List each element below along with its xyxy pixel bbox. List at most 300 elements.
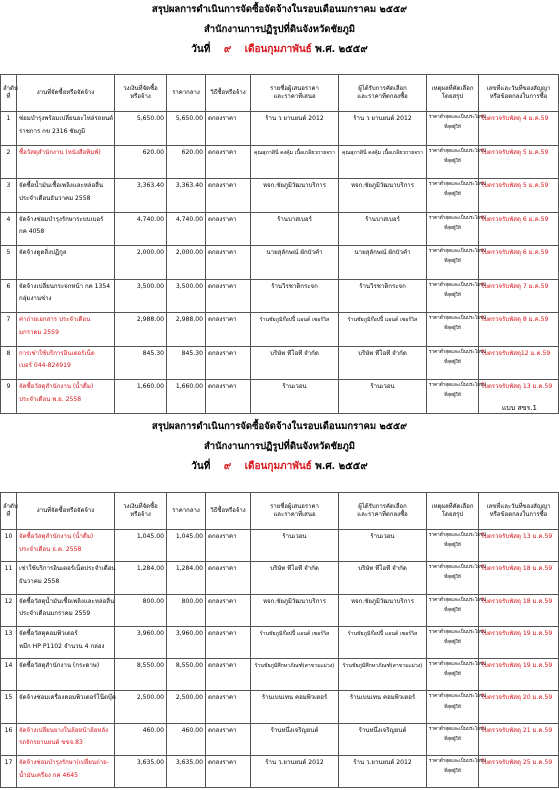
table-cell bbox=[251, 562, 339, 594]
reason-line-2: ที่สุดผู้ให้ bbox=[444, 259, 461, 265]
bidder-name: หจก.ชัยภูมิวัฒนาบริการ bbox=[263, 597, 326, 605]
winner-name: ร้านเวอน bbox=[370, 383, 395, 390]
item-line-1: จัดจ้างดูดสิ่งปฏิกูล bbox=[19, 249, 67, 256]
table-cell bbox=[115, 562, 167, 594]
row-number: 5 bbox=[6, 249, 11, 256]
row-number: 14 bbox=[4, 662, 13, 670]
winner-name: ร้านหนึ่งเจริญยนต์ bbox=[358, 726, 407, 734]
reason-line-1: ราคาต่ำสุดและเป็นประโยชน์ bbox=[429, 662, 487, 668]
table-cell bbox=[1, 723, 17, 755]
col-contract: เลขที่และวันที่ของสัญญา หรือข้อตกลงในการซื้อ bbox=[479, 493, 559, 530]
table-cell bbox=[115, 212, 167, 246]
table-row bbox=[1, 723, 559, 755]
winner-name: นายสุลักษณ์ ผักบัวคำ bbox=[354, 249, 411, 256]
table-cell bbox=[251, 145, 339, 179]
table-cell bbox=[206, 380, 251, 414]
date-prefix-2: วันที่ bbox=[191, 461, 211, 472]
method-value: ตกลงราคา bbox=[208, 565, 237, 573]
winner-name: หจก.ชัยภูมิวัฒนาบริการ bbox=[351, 182, 414, 189]
reason-line-1: ราคาต่ำสุดและเป็นประโยชน์ bbox=[429, 726, 487, 732]
table-cell bbox=[251, 112, 339, 146]
winner-name: ร้านวิรชาติกระจก bbox=[359, 282, 406, 290]
table-row bbox=[1, 179, 559, 213]
table-cell bbox=[206, 530, 251, 562]
table-cell bbox=[115, 659, 167, 691]
procurement-table-2 bbox=[0, 492, 559, 788]
bidder-name: ร้านเวอน bbox=[282, 383, 307, 390]
table-cell bbox=[115, 179, 167, 213]
contract-ref: ใบตรวจรับพัสดุ 19 ม.ค.59 bbox=[481, 629, 553, 637]
table-cell bbox=[206, 145, 251, 179]
table-cell bbox=[479, 346, 559, 380]
contract-ref: ใบตรวจรับพัสดุ 13 ม.ค.59 bbox=[481, 533, 553, 540]
table-row bbox=[1, 530, 559, 562]
item-line-2: กค 4058 bbox=[19, 228, 45, 236]
method-value: ตกลงราคา bbox=[208, 533, 237, 540]
bidder-name: ร้านวิรชาติกระจก bbox=[271, 282, 318, 290]
table-cell bbox=[167, 212, 206, 246]
contract-ref: ใบตรวจรับพัสดุ12 ม.ค.59 bbox=[481, 349, 551, 357]
table-cell bbox=[479, 246, 559, 280]
median-price: 4,740.00 bbox=[175, 215, 203, 223]
col-reason: เหตุผลที่คัดเลือก โดยสรุป bbox=[427, 493, 479, 530]
table-row bbox=[1, 562, 559, 594]
budget-value: 2,000.00 bbox=[136, 249, 164, 256]
contract-ref: ใบตรวจรับพัสดุ 5 ม.ค.59 bbox=[481, 182, 549, 189]
median-price: 3,960.00 bbox=[175, 629, 203, 637]
table-cell bbox=[1, 279, 17, 313]
budget-value: 800.00 bbox=[142, 597, 164, 605]
table-cell bbox=[339, 626, 427, 658]
table-cell bbox=[17, 346, 115, 380]
table-cell bbox=[427, 659, 487, 691]
contract-ref: ใบตรวจรับพัสดุ 13 ม.ค.59 bbox=[481, 383, 553, 390]
table-cell bbox=[206, 691, 251, 723]
table-cell bbox=[115, 112, 167, 146]
table-cell bbox=[17, 380, 115, 414]
col-median: ราคากลาง bbox=[167, 75, 206, 112]
table-cell bbox=[206, 659, 251, 691]
table-cell bbox=[427, 279, 487, 313]
table-cell bbox=[427, 562, 487, 594]
table-row bbox=[1, 112, 559, 146]
table-cell bbox=[115, 530, 167, 562]
table-cell bbox=[17, 530, 115, 562]
median-price: 845.30 bbox=[181, 349, 203, 357]
table-cell bbox=[167, 562, 206, 594]
table-cell bbox=[17, 723, 115, 755]
table-cell bbox=[17, 179, 115, 213]
table-cell bbox=[479, 562, 559, 594]
table-row bbox=[1, 626, 559, 658]
report-title-2: สรุปผลการดำเนินการจัดซื้อจัดจ้างในรอบเดือนมกราคม ๒๕๕๙ bbox=[151, 421, 408, 432]
table-cell bbox=[17, 279, 115, 313]
table-cell bbox=[251, 279, 339, 313]
method-value: ตกลงราคา bbox=[208, 694, 237, 702]
item-line-1: ค่าถ่ายเอกสาร ประจำเดือน bbox=[19, 316, 91, 323]
table-cell bbox=[427, 380, 487, 414]
table-cell bbox=[115, 594, 167, 626]
table-cell bbox=[115, 246, 167, 280]
bidder-name: คุณสุภาสินี คงคุ้ม เนื้อเกลียวกายจรา bbox=[254, 149, 335, 156]
budget-value: 3,635.00 bbox=[136, 759, 164, 767]
row-number: 4 bbox=[6, 215, 11, 223]
reason-line-1: ราคาต่ำสุดและเป็นประโยชน์ bbox=[429, 565, 487, 571]
median-price: 5,650.00 bbox=[175, 115, 203, 122]
bidder-name: ร้าน ว.ยานยนต์ 2012 bbox=[265, 759, 324, 767]
col-method: วิธีซื้อหรือจ้าง bbox=[206, 493, 251, 530]
table-cell bbox=[206, 112, 251, 146]
bidder-name: บริษัท ทีโอที จำกัด bbox=[270, 349, 319, 357]
table-cell bbox=[339, 346, 427, 380]
method-value: ตกลงราคา bbox=[208, 349, 237, 357]
date-day-2: ๙ bbox=[223, 461, 232, 472]
table-cell bbox=[251, 530, 339, 562]
table-cell bbox=[427, 112, 487, 146]
winner-name: ร้าน ว ยานยนต์ 2012 bbox=[353, 115, 412, 122]
item-line-2: ราชการ กข 2316 ชัยภูมิ bbox=[19, 127, 86, 135]
col-no: ลำดับ ที่ bbox=[1, 75, 17, 112]
reason-line-1: ราคาต่ำสุดและเป็นประโยชน์ bbox=[429, 215, 487, 221]
report-date-2 bbox=[0, 459, 559, 474]
bidder-name: ร้านชัยภูมิก๊อปปี้ แอนด์ เซอร์วิส bbox=[259, 317, 330, 323]
table-cell bbox=[479, 659, 559, 691]
table-cell bbox=[479, 313, 559, 347]
reason-line-1: ราคาต่ำสุดและเป็นประโยชน์ bbox=[429, 383, 487, 388]
bidder-name: ร้านบาสเบอร์ bbox=[277, 215, 312, 223]
reason-line-1: ราคาต่ำสุดและเป็นประโยชน์ bbox=[429, 282, 487, 288]
bidder-name: ร้านชัยภูมิศึกษาภัณฑ์(สาขามะม่วง) bbox=[254, 663, 335, 670]
item-line-2: ประจำเดือน ธ.ค. 2558 bbox=[19, 545, 82, 553]
table-cell bbox=[251, 626, 339, 658]
table-cell bbox=[167, 145, 206, 179]
contract-ref: ใบตรวจรับพัสดุ 18 ม.ค.59 bbox=[481, 565, 553, 573]
date-day: ๙ bbox=[223, 44, 232, 55]
contract-ref: ใบตรวจรับพัสดุ 8 ม.ค.59 bbox=[481, 316, 549, 323]
table-cell bbox=[115, 380, 167, 414]
method-value: ตกลงราคา bbox=[208, 249, 237, 256]
table-cell bbox=[167, 279, 206, 313]
table-cell bbox=[115, 626, 167, 658]
table-row bbox=[1, 279, 559, 313]
method-value: ตกลงราคา bbox=[208, 115, 237, 122]
col-budget: วงเงินที่จัดซื้อ หรือจ้าง bbox=[115, 493, 167, 530]
reason-line-2: ที่สุดผู้ให้ bbox=[444, 575, 461, 581]
col-median: ราคากลาง bbox=[167, 493, 206, 530]
row-number: 8 bbox=[6, 349, 11, 357]
table-cell bbox=[115, 723, 167, 755]
table-cell bbox=[339, 659, 427, 691]
item-line-1: จัดซื้อวัสดุสำนักงาน (กระดาษ) bbox=[19, 662, 100, 670]
item-line-1: จัดจ้างเปลี่ยนกระจกหน้า กค 1354 bbox=[19, 282, 111, 290]
table-cell bbox=[427, 723, 487, 755]
item-line-2: ธันวาคม 2558 bbox=[19, 577, 60, 585]
reason-line-2: ที่สุดผู้ให้ bbox=[444, 192, 461, 198]
item-line-2: ประจำเดือน พ.ย. 2558 bbox=[19, 395, 82, 403]
winner-name: ร้าน ว.ยานยนต์ 2012 bbox=[353, 759, 412, 767]
table-row bbox=[1, 212, 559, 246]
table-row bbox=[1, 659, 559, 691]
reason-line-2: ที่สุดผู้ให้ bbox=[444, 359, 461, 365]
table-row bbox=[1, 756, 559, 788]
table-cell bbox=[427, 626, 487, 658]
item-line-1: จัดจ้างซ่อมบำรุงรักษา(เปลี่ยนถ่าย- bbox=[19, 759, 109, 767]
table-cell bbox=[206, 346, 251, 380]
reason-line-2: ที่สุดผู้ให้ bbox=[444, 225, 461, 231]
table-cell bbox=[339, 530, 427, 562]
table-cell bbox=[339, 594, 427, 626]
table-cell bbox=[427, 145, 487, 179]
table-cell bbox=[427, 594, 487, 626]
table-cell bbox=[339, 562, 427, 594]
table-cell bbox=[206, 313, 251, 347]
budget-value: 2,500.00 bbox=[136, 694, 164, 702]
table-cell bbox=[339, 691, 427, 723]
table-cell bbox=[1, 659, 17, 691]
budget-value: 1,660.00 bbox=[136, 383, 164, 390]
col-winner: ผู้ได้รับการคัดเลือก และราคาที่ตกลงซื้อ bbox=[339, 75, 427, 112]
median-price: 8,550.00 bbox=[175, 662, 203, 670]
item-line-1: จัดซื้อวัสดุสำนักงาน (น้ำดื่ม) bbox=[19, 383, 94, 390]
table-cell bbox=[479, 626, 559, 658]
table-cell bbox=[206, 626, 251, 658]
col-no: ลำดับ ที่ bbox=[1, 493, 17, 530]
date-year: พ.ศ. ๒๕๕๙ bbox=[315, 44, 368, 55]
table-cell bbox=[115, 346, 167, 380]
table-cell bbox=[17, 112, 115, 146]
col-bidders: รายชื่อผู้เสนอราคา และราคาที่เสนอ bbox=[251, 493, 339, 530]
table-cell bbox=[167, 756, 206, 788]
table-cell bbox=[1, 112, 17, 146]
bidder-name: หจก.ชัยภูมิวัฒนาบริการ bbox=[263, 182, 326, 189]
date-month-2: เดือนกุมภาพันธ์ bbox=[244, 461, 312, 472]
median-price: 460.00 bbox=[181, 726, 203, 734]
item-line-1: จัดจ้างซ่อมเครื่องคอมพิวเตอร์โน๊ตบุ๊ค bbox=[19, 694, 116, 702]
winner-name: ร้านชัยภูมิก๊อปปี้ แอนด์ เซอร์วิส bbox=[347, 630, 418, 637]
method-value: ตกลงราคา bbox=[208, 182, 237, 189]
bidder-name: ร้านชัยภูมิก๊อปปี้ แอนด์ เซอร์วิส bbox=[259, 630, 330, 637]
item-line-1: จัดซื้อวัสดุคอมพิวเตอร์ bbox=[19, 629, 78, 637]
table-cell bbox=[479, 112, 559, 146]
bidder-name: นายสุลักษณ์ ผักบัวคำ bbox=[266, 249, 323, 256]
date-month: เดือนกุมภาพันธ์ bbox=[244, 44, 312, 55]
reason-line-1: ราคาต่ำสุดและเป็นประโยชน์ bbox=[429, 759, 487, 765]
item-line-1: ซ่อมบำรุงพร้อมเปลี่ยนอะไหล่รถยนต์ bbox=[19, 115, 114, 122]
budget-value: 1,045.00 bbox=[136, 533, 164, 540]
row-number: 13 bbox=[4, 629, 13, 637]
date-year-2: พ.ศ. ๒๕๕๙ bbox=[315, 461, 368, 472]
method-value: ตกลงราคา bbox=[208, 316, 237, 323]
reason-line-2: ที่สุดผู้ให้ bbox=[444, 704, 461, 710]
reason-line-2: ที่สุดผู้ให้ bbox=[444, 393, 461, 399]
table-cell bbox=[251, 691, 339, 723]
table-cell bbox=[339, 723, 427, 755]
contract-ref: ใบตรวจรับพัสดุ 6 ม.ค.59 bbox=[481, 249, 549, 256]
contract-ref: ใบตรวจรับพัสดุ 6 ม.ค.59 bbox=[481, 215, 549, 223]
item-line-2: หมึก HP P1102 จำนวน 4 กล่อง bbox=[19, 642, 105, 650]
table-cell bbox=[115, 145, 167, 179]
reason-line-2: ที่สุดผู้ให้ bbox=[444, 736, 461, 742]
table-cell bbox=[251, 313, 339, 347]
median-price: 1,660.00 bbox=[175, 383, 203, 390]
method-value: ตกลงราคา bbox=[208, 282, 237, 290]
method-value: ตกลงราคา bbox=[208, 629, 237, 637]
table-cell bbox=[17, 562, 115, 594]
budget-value: 2,988.00 bbox=[136, 316, 164, 323]
row-number: 15 bbox=[4, 694, 13, 702]
median-price: 800.00 bbox=[181, 597, 203, 605]
item-line-1: จัดซื้อน้ำมันเชื้อเพลิงและหล่อลื่น bbox=[19, 182, 104, 189]
row-number: 10 bbox=[4, 533, 13, 540]
table-cell bbox=[479, 179, 559, 213]
median-price: 2,000.00 bbox=[175, 249, 203, 256]
reason-line-2: ที่สุดผู้ให้ bbox=[444, 158, 461, 164]
table-cell bbox=[206, 756, 251, 788]
table-cell bbox=[1, 626, 17, 658]
table-row bbox=[1, 594, 559, 626]
method-value: ตกลงราคา bbox=[208, 148, 237, 156]
table-cell bbox=[206, 179, 251, 213]
reason-line-2: ที่สุดผู้ให้ bbox=[444, 672, 461, 678]
table-cell bbox=[167, 691, 206, 723]
item-line-2: รถจักรยานยนต์ ขขจ.83 bbox=[19, 739, 83, 747]
table-cell bbox=[1, 212, 17, 246]
row-number: 3 bbox=[6, 182, 11, 189]
table-cell bbox=[339, 279, 427, 313]
budget-value: 8,550.00 bbox=[136, 662, 164, 670]
table-cell bbox=[1, 530, 17, 562]
table-cell bbox=[427, 756, 487, 788]
table-cell bbox=[167, 112, 206, 146]
table-cell bbox=[167, 659, 206, 691]
bidder-name: ร้านหนึ่งเจริญยนต์ bbox=[270, 726, 319, 734]
table-cell bbox=[167, 380, 206, 414]
table-cell bbox=[339, 179, 427, 213]
winner-name: ร้านชัยภูมิศึกษาภัณฑ์(สาขามะม่วง) bbox=[342, 663, 423, 670]
reason-line-1: ราคาต่ำสุดและเป็นประโยชน์ bbox=[429, 115, 487, 120]
row-number: 9 bbox=[6, 383, 11, 390]
contract-ref: ใบตรวจรับพัสดุ 18 ม.ค.59 bbox=[481, 597, 553, 605]
method-value: ตกลงราคา bbox=[208, 597, 237, 605]
table-row bbox=[1, 313, 559, 347]
item-line-1: จัดจ้างซ่อมบำรุงรักษาระบบเบอร์ bbox=[19, 215, 104, 223]
table-cell bbox=[167, 626, 206, 658]
median-price: 3,635.00 bbox=[175, 759, 203, 767]
table-cell bbox=[427, 530, 487, 562]
table-cell bbox=[251, 346, 339, 380]
table-cell bbox=[206, 212, 251, 246]
contract-ref: ใบตรวจรับพัสดุ 21 ม.ค.59 bbox=[481, 726, 553, 734]
reason-line-1: ราคาต่ำสุดและเป็นประโยชน์ bbox=[429, 316, 487, 321]
reason-line-1: ราคาต่ำสุดและเป็นประโยชน์ bbox=[429, 597, 487, 603]
row-number: 16 bbox=[4, 726, 13, 734]
reason-line-1: ราคาต่ำสุดและเป็นประโยชน์ bbox=[429, 349, 487, 355]
table-cell bbox=[167, 246, 206, 280]
item-line-1: จัดซื้อวัสดุสำนักงาน (น้ำดื่ม) bbox=[19, 533, 94, 540]
table-cell bbox=[115, 313, 167, 347]
method-value: ตกลงราคา bbox=[208, 383, 237, 390]
budget-value: 3,500.00 bbox=[136, 282, 164, 290]
budget-value: 5,650.00 bbox=[136, 115, 164, 122]
table-cell bbox=[206, 594, 251, 626]
table-header-row bbox=[1, 493, 559, 530]
reason-line-1: ราคาต่ำสุดและเป็นประโยชน์ bbox=[429, 629, 487, 635]
item-line-1: จัดซื้อวัสดุน้ำมันเชื้อเพลิงและหล่อลื่น bbox=[19, 597, 115, 605]
bidder-name: ร้าน ว ยานยนต์ 2012 bbox=[265, 115, 324, 122]
col-method: วิธีซื้อหรือจ้าง bbox=[206, 75, 251, 112]
table-cell bbox=[339, 313, 427, 347]
winner-name: ร้านบาสเบอร์ bbox=[365, 215, 400, 223]
table-cell bbox=[1, 562, 17, 594]
item-line-1: จัดจ้างเปลี่ยนยางในล้อหน้าล้อหลัง bbox=[19, 726, 109, 734]
table-cell bbox=[251, 246, 339, 280]
table-cell bbox=[339, 112, 427, 146]
table-cell bbox=[427, 346, 487, 380]
winner-name: ร้านชัยภูมิก๊อปปี้ แอนด์ เซอร์วิส bbox=[347, 317, 418, 323]
table-row bbox=[1, 691, 559, 723]
row-number: 12 bbox=[4, 597, 13, 605]
table-cell bbox=[115, 756, 167, 788]
budget-value: 460.00 bbox=[142, 726, 164, 734]
table-cell bbox=[1, 313, 17, 347]
table-row bbox=[1, 246, 559, 280]
contract-ref: ใบตรวจรับพัสดุ 19 ม.ค.59 bbox=[481, 662, 553, 670]
bidder-name: ร้านเบนเทน คอมพิวเตอร์ bbox=[261, 694, 328, 702]
row-number: 7 bbox=[6, 316, 11, 323]
table-cell bbox=[479, 212, 559, 246]
col-bidders: รายชื่อผู้เสนอราคา และราคาที่เสนอ bbox=[251, 75, 339, 112]
winner-name: หจก.ชัยภูมิวัฒนาบริการ bbox=[351, 597, 414, 605]
table-cell bbox=[251, 659, 339, 691]
col-budget: วงเงินที่จัดซื้อ หรือจ้าง bbox=[115, 75, 167, 112]
table-cell bbox=[427, 212, 487, 246]
report-title: สรุปผลการดำเนินการจัดซื้อจัดจ้างในรอบเดือนมกราคม ๒๕๕๙ bbox=[151, 4, 408, 15]
table-cell bbox=[1, 691, 17, 723]
table-cell bbox=[251, 380, 339, 414]
winner-name: ร้านเบนเทน คอมพิวเตอร์ bbox=[349, 694, 416, 702]
table-cell bbox=[167, 530, 206, 562]
method-value: ตกลงราคา bbox=[208, 662, 237, 670]
table-header-row bbox=[1, 75, 559, 112]
table-cell bbox=[251, 756, 339, 788]
table-cell bbox=[17, 594, 115, 626]
bidder-name: ร้านเวอน bbox=[282, 533, 307, 540]
table-cell bbox=[339, 212, 427, 246]
budget-value: 4,740.00 bbox=[136, 215, 164, 223]
method-value: ตกลงราคา bbox=[208, 215, 237, 223]
contract-ref: ใบตรวจรับพัสดุ 4 ม.ค.59 bbox=[481, 115, 549, 122]
budget-value: 3,363.40 bbox=[136, 182, 164, 189]
reason-line-2: ที่สุดผู้ให้ bbox=[444, 769, 461, 775]
median-price: 3,363.40 bbox=[175, 182, 203, 189]
reason-line-2: ที่สุดผู้ให้ bbox=[444, 326, 461, 332]
table-cell bbox=[339, 246, 427, 280]
col-item: งานที่จัดซื้อหรือจัดจ้าง bbox=[17, 493, 115, 530]
winner-name: บริษัท ทีโอที จำกัด bbox=[358, 349, 407, 357]
table-cell bbox=[479, 530, 559, 562]
row-number: 1 bbox=[6, 115, 11, 122]
col-reason: เหตุผลที่คัดเลือก โดยสรุป bbox=[427, 75, 479, 112]
table-cell bbox=[339, 145, 427, 179]
row-number: 17 bbox=[4, 759, 13, 767]
reason-line-1: ราคาต่ำสุดและเป็นประโยชน์ bbox=[429, 533, 487, 538]
table-cell bbox=[167, 594, 206, 626]
row-number: 11 bbox=[4, 565, 13, 573]
item-line-2: ประจำเดือนมกราคม 2559 bbox=[19, 610, 91, 618]
col-winner: ผู้ได้รับการคัดเลือก และราคาที่ตกลงซื้อ bbox=[339, 493, 427, 530]
table-cell bbox=[251, 212, 339, 246]
winner-name: ร้านเวอน bbox=[370, 533, 395, 540]
